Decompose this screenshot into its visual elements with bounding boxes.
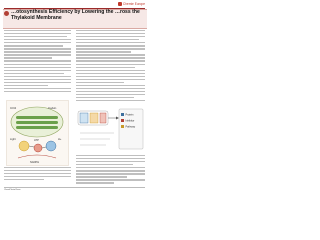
legend-label: Inhibitor <box>125 119 135 123</box>
legend-swatch <box>121 125 124 128</box>
text-line <box>76 36 145 37</box>
text-line <box>4 91 71 92</box>
figure-label: ATP <box>34 139 39 142</box>
right-column-lower-text <box>76 155 145 185</box>
legend-swatch <box>121 119 124 122</box>
figure-label: H+ <box>58 138 62 141</box>
figure-label: CO2 <box>10 106 17 110</box>
text-line <box>76 67 135 68</box>
text-line <box>76 97 134 98</box>
text-line <box>4 64 71 65</box>
arrow-head <box>116 117 119 120</box>
text-line <box>4 82 71 83</box>
title-marker-icon <box>4 11 9 16</box>
text-line <box>4 54 71 55</box>
page-footer <box>4 189 145 192</box>
text-line <box>4 67 71 68</box>
page-title <box>11 10 144 21</box>
text-line <box>4 60 71 61</box>
text-line <box>76 158 145 159</box>
text-line <box>76 57 145 58</box>
text-line <box>76 170 145 171</box>
text-line <box>76 88 145 89</box>
diagram-element <box>100 113 106 123</box>
protein-complex <box>34 144 42 152</box>
diagram-element <box>90 113 98 123</box>
text-line <box>4 79 71 80</box>
logo-text: Chemie Europe <box>122 2 145 6</box>
text-line <box>76 173 145 174</box>
left-figure-caption <box>4 167 71 182</box>
text-line <box>4 30 71 31</box>
text-line <box>76 51 131 52</box>
text-line <box>76 176 127 177</box>
text-line <box>76 100 145 101</box>
legend-swatch <box>121 113 124 116</box>
logo-mark-icon <box>118 2 122 6</box>
legend-label: Pathway <box>125 125 136 129</box>
journal-logo <box>118 2 145 6</box>
text-line <box>76 179 145 180</box>
thylakoid-stack <box>16 126 58 129</box>
text-line <box>76 48 145 49</box>
text-line <box>4 70 71 71</box>
text-line <box>4 36 67 37</box>
text-line <box>76 70 145 71</box>
text-line <box>4 48 71 49</box>
text-line <box>4 42 71 43</box>
footer-text: ChemPhotoChem <box>4 189 21 191</box>
text-line <box>76 76 145 77</box>
text-line <box>76 42 145 43</box>
title-text: …otosynthesis Efficiency by Lowering the …ross the Thylakoid Membrane <box>11 9 140 21</box>
text-line <box>76 91 145 92</box>
text-line <box>4 39 71 40</box>
left-column-text <box>4 30 71 94</box>
text-line <box>4 179 44 180</box>
text-line <box>76 39 139 40</box>
text-line <box>4 170 71 171</box>
text-line <box>4 33 71 34</box>
right-column-text <box>76 30 145 103</box>
text-line <box>4 173 71 174</box>
text-line <box>76 94 145 95</box>
text-line <box>4 45 63 46</box>
text-line <box>4 73 64 74</box>
text-line <box>76 82 124 83</box>
text-line <box>76 167 145 168</box>
text-line <box>76 161 145 162</box>
text-line <box>76 73 145 74</box>
thylakoid-stack <box>16 116 58 119</box>
text-line <box>4 167 71 168</box>
left-figure-schematic <box>6 100 69 166</box>
text-line <box>76 33 145 34</box>
text-line <box>76 64 145 65</box>
text-line <box>4 85 48 86</box>
footer-rule <box>4 187 145 188</box>
text-line <box>76 45 145 46</box>
diagram-element <box>80 113 88 123</box>
text-line <box>76 79 145 80</box>
text-line <box>4 57 52 58</box>
figure-label: NADPH <box>30 161 40 164</box>
protein-complex <box>19 141 29 151</box>
diagram-lines <box>80 133 114 145</box>
text-line <box>76 155 145 156</box>
figure-label: Calvin <box>48 106 57 110</box>
text-line <box>76 54 145 55</box>
text-line <box>76 85 145 86</box>
text-line <box>4 76 71 77</box>
figure-label: Light <box>10 138 16 141</box>
thylakoid-stack <box>16 121 58 124</box>
text-line <box>4 176 71 177</box>
text-line <box>76 182 114 183</box>
text-line <box>4 88 71 89</box>
text-line <box>76 30 145 31</box>
protein-complex <box>46 141 56 151</box>
text-line <box>4 51 71 52</box>
right-figure-diagram <box>76 107 145 153</box>
text-line <box>76 60 145 61</box>
text-line <box>76 164 133 165</box>
legend-label: Protein <box>125 113 134 117</box>
